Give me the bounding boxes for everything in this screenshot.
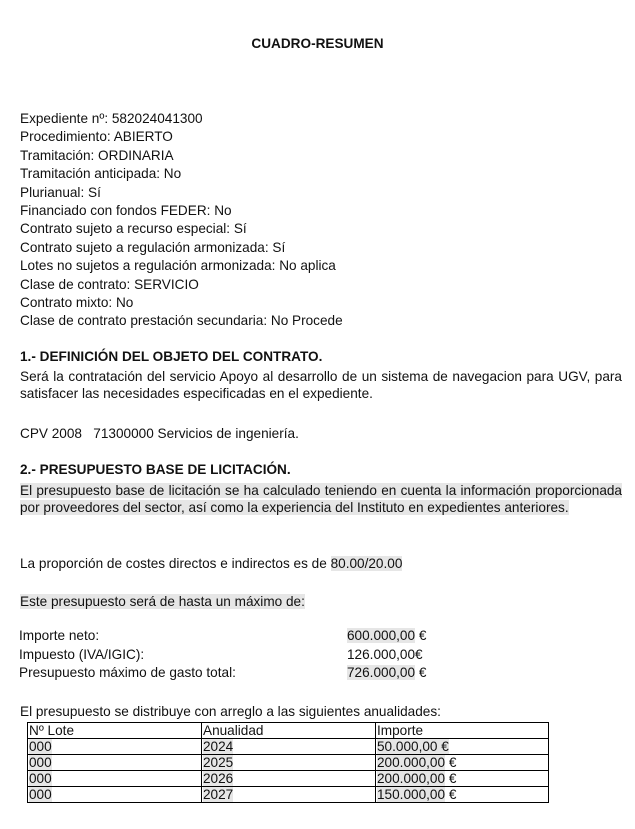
meta-expediente: Expediente nº: 582024041300	[20, 111, 203, 126]
cell-lote	[28, 755, 202, 771]
lote-value: 000	[29, 755, 52, 770]
importe-value: 200.000,00	[377, 755, 446, 770]
meta-tramitacion: Tramitación: ORDINARIA	[20, 147, 174, 163]
anualidad-value: 2026	[203, 771, 234, 786]
tax-label: Impuesto (IVA/IGIC):	[19, 647, 145, 662]
cell-anualidad	[202, 755, 376, 771]
cell-anualidad	[202, 787, 376, 803]
meta-feder: Financiado con fondos FEDER: No	[20, 203, 232, 219]
net-label: Importe neto:	[19, 628, 100, 643]
total-currency: €	[415, 665, 427, 680]
expediente-metadata	[20, 110, 343, 331]
importe-currency: €	[445, 771, 457, 786]
importe-value: 50.000,00 €	[377, 739, 449, 754]
table-row	[28, 739, 549, 755]
importe-value: 200.000,00	[377, 771, 446, 786]
cell-lote	[28, 787, 202, 803]
section1-body: Será la contratación del servicio Apoyo al desarrollo de un sistema de navegacion para UGV, para satisfacer las necesidades especificadas en el expediente.	[20, 369, 622, 402]
cell-importe	[376, 755, 549, 771]
proportion-line	[20, 555, 402, 573]
lote-value: 000	[29, 739, 52, 754]
table-row	[28, 755, 549, 771]
cell-importe	[376, 787, 549, 803]
proportion-value: 80.00/20.00	[330, 556, 403, 571]
meta-lotes: Lotes no sujetos a regulación armonizada: No aplica	[20, 258, 336, 274]
lote-value: 000	[29, 787, 52, 802]
cpv-line: CPV 2008 71300000 Servicios de ingeniería.	[20, 426, 299, 441]
annuities-table	[27, 722, 549, 803]
importe-currency: €	[445, 755, 457, 770]
meta-clase-contrato: Clase de contrato: SERVICIO	[20, 276, 199, 292]
anualidad-value: 2025	[203, 755, 234, 770]
total-label: Presupuesto máximo de gasto total:	[19, 665, 236, 680]
total-value: 726.000,00	[347, 665, 416, 680]
table-header-row	[28, 723, 549, 739]
net-currency: €	[415, 628, 427, 643]
cell-importe	[376, 739, 549, 755]
cell-anualidad	[202, 771, 376, 787]
document-title: CUADRO-RESUMEN	[251, 36, 384, 51]
section2-body-text: El presupuesto base de licitación se ha calculado teniendo en cuenta la información proporcionada por proveedores del sector, así como la experiencia del Instituto en expedientes anteriores.	[20, 483, 622, 516]
cell-lote	[28, 739, 202, 755]
table-header-lote: Nº Lote	[28, 723, 202, 739]
cell-anualidad	[202, 739, 376, 755]
table-row	[28, 771, 549, 787]
cell-lote	[28, 771, 202, 787]
section2-body	[20, 482, 622, 517]
anualidad-value: 2024	[203, 739, 234, 754]
lote-value: 000	[29, 771, 52, 786]
table-header-anualidad: Anualidad	[202, 723, 376, 739]
proportion-text: La proporción de costes directos e indirectos es de	[20, 556, 331, 571]
net-amount	[347, 628, 426, 643]
meta-tramitacion-anticipada: Tramitación anticipada: No	[20, 166, 182, 182]
distribution-text: El presupuesto se distribuye con arreglo a las siguientes anualidades:	[20, 704, 441, 719]
anualidad-value: 2027	[203, 787, 234, 802]
meta-regulacion-armonizada: Contrato sujeto a regulación armonizada: Sí	[20, 239, 286, 255]
meta-procedimiento: Procedimiento: ABIERTO	[20, 129, 173, 145]
tax-value: 126.000,00€	[347, 647, 423, 662]
meta-contrato-mixto: Contrato mixto: No	[20, 295, 134, 311]
importe-currency: €	[445, 787, 457, 802]
table-row	[28, 787, 549, 803]
max-text: Este presupuesto será de hasta un máximo de:	[20, 594, 305, 609]
table-header-importe: Importe	[376, 723, 549, 739]
meta-prestacion-secundaria: Clase de contrato prestación secundaria: No Procede	[20, 313, 343, 329]
net-value: 600.000,00	[347, 628, 416, 643]
meta-recurso-especial: Contrato sujeto a recurso especial: Sí	[20, 221, 247, 237]
meta-plurianual: Plurianual: Sí	[20, 184, 101, 200]
cell-importe	[376, 771, 549, 787]
section1-heading: 1.- DEFINICIÓN DEL OBJETO DEL CONTRATO.	[20, 349, 323, 364]
total-amount	[347, 665, 426, 680]
importe-value: 150.000,00	[377, 787, 446, 802]
max-line	[20, 593, 305, 611]
section2-heading: 2.- PRESUPUESTO BASE DE LICITACIÓN.	[20, 462, 291, 477]
